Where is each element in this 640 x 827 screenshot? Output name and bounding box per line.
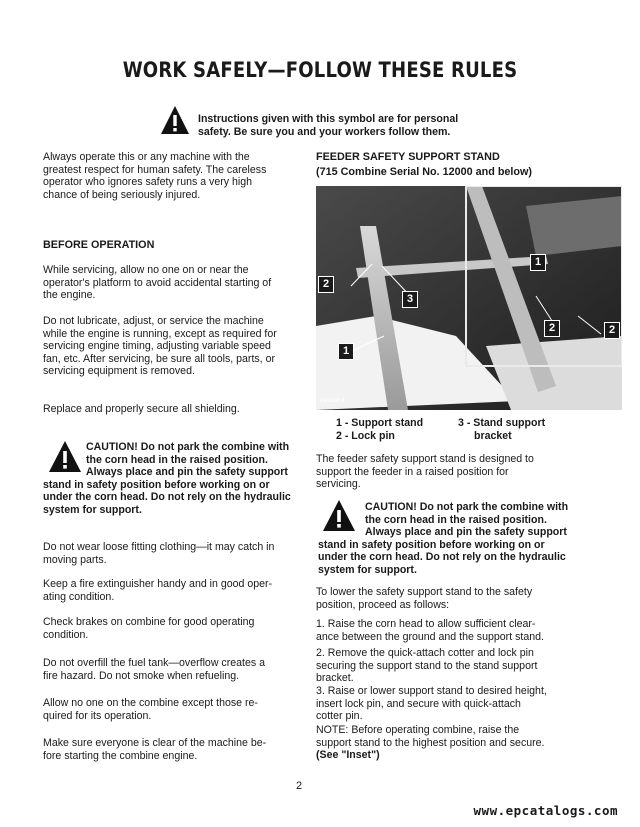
callout-2-left: 2 bbox=[318, 276, 334, 293]
step-2: 2. Remove the quick-attach cotter and lock pin securing the support stand to the stand support bracket. bbox=[316, 647, 538, 685]
callout-2-right: 2 bbox=[604, 322, 620, 339]
paragraph-extinguisher: Keep a fire extinguisher handy and in good oper- ating condition. bbox=[43, 578, 273, 603]
callout-2-inset: 2 bbox=[544, 320, 560, 337]
feeder-stand-subheading: (715 Combine Serial No. 12000 and below) bbox=[316, 166, 533, 178]
caution-block-right: CAUTION! Do not park the combine with the corn head in the raised position. Always place and pin the safety support stand in safety position before working on or under the corn head. Do not rely on the hydraulic system for support. bbox=[318, 501, 569, 576]
intro-notice: Instructions given with this symbol are for personal safety. Be sure you and your workers follow them. bbox=[198, 113, 459, 138]
step-1: 1. Raise the corn head to allow sufficient clear- ance between the ground and the support stand. bbox=[316, 618, 544, 643]
caption-support-stand: 1 - Support stand bbox=[336, 417, 424, 429]
paragraph-lubricate: Do not lubricate, adjust, or service the machine while the engine is running, except as required for servicing engine timing, adjusting variable speed fan, etc. After servicing, be sure all tools, parts, or servicing equipment is removed. bbox=[43, 315, 277, 378]
caption-bracket: bracket bbox=[474, 430, 512, 442]
paragraph-servicing: While servicing, allow no one on or near the operator's platform to avoid accidental starting of the engine. bbox=[43, 264, 272, 302]
paragraph-brakes: Check brakes on combine for good operating condition. bbox=[43, 616, 255, 641]
paragraph-clothing: Do not wear loose fitting clothing—it may catch in moving parts. bbox=[43, 541, 275, 566]
note-paragraph: NOTE: Before operating combine, raise the support stand to the highest position and secure. (See "Inset") bbox=[316, 724, 545, 762]
page-number: 2 bbox=[296, 780, 303, 792]
feeder-support-photo bbox=[316, 186, 622, 410]
callout-1-inset: 1 bbox=[530, 254, 546, 271]
caption-stand-support: 3 - Stand support bbox=[458, 417, 546, 429]
paragraph-feeder-stand: The feeder safety support stand is designed to support the feeder in a raised position for servicing. bbox=[316, 453, 534, 491]
paragraph-combine-riders: Allow no one on the combine except those re- quired for its operation. bbox=[43, 697, 258, 722]
caution-block-left: CAUTION! Do not park the combine with the corn head in the raised position. Always place and pin the safety support stand in safety position before working on or under the corn head. Do not rely on the hydraulic system for support. bbox=[43, 441, 291, 516]
paragraph-shielding: Replace and properly secure all shielding. bbox=[43, 403, 240, 415]
photo-illustration bbox=[316, 186, 622, 410]
callout-3: 3 bbox=[402, 291, 418, 308]
paragraph-fuel: Do not overfill the fuel tank—overflow creates a fire hazard. Do not smoke when refueling. bbox=[43, 657, 265, 682]
caption-lock-pin: 2 - Lock pin bbox=[336, 430, 395, 442]
step-3: 3. Raise or lower support stand to desired height, insert lock pin, and secure with quick-attach cotter pin. bbox=[316, 685, 547, 723]
callout-1-left: 1 bbox=[338, 343, 354, 360]
warning-icon bbox=[160, 105, 190, 135]
page-title: WORK SAFELY—FOLLOW THESE RULES bbox=[122, 58, 518, 82]
before-operation-heading: BEFORE OPERATION bbox=[43, 239, 155, 251]
footer-watermark: www.epcatalogs.com bbox=[473, 803, 618, 818]
intro-paragraph: Always operate this or any machine with the greatest respect for human safety. The careless operator who ignores safety runs a very high chance of being seriously injured. bbox=[43, 151, 267, 201]
figure-code: HA-8160 A bbox=[320, 398, 345, 404]
paragraph-lower-stand: To lower the safety support stand to the safety position, proceed as follows: bbox=[316, 586, 533, 611]
feeder-stand-heading: FEEDER SAFETY SUPPORT STAND bbox=[316, 151, 500, 163]
paragraph-clear-machine: Make sure everyone is clear of the machine be- fore starting the combine engine. bbox=[43, 737, 267, 762]
